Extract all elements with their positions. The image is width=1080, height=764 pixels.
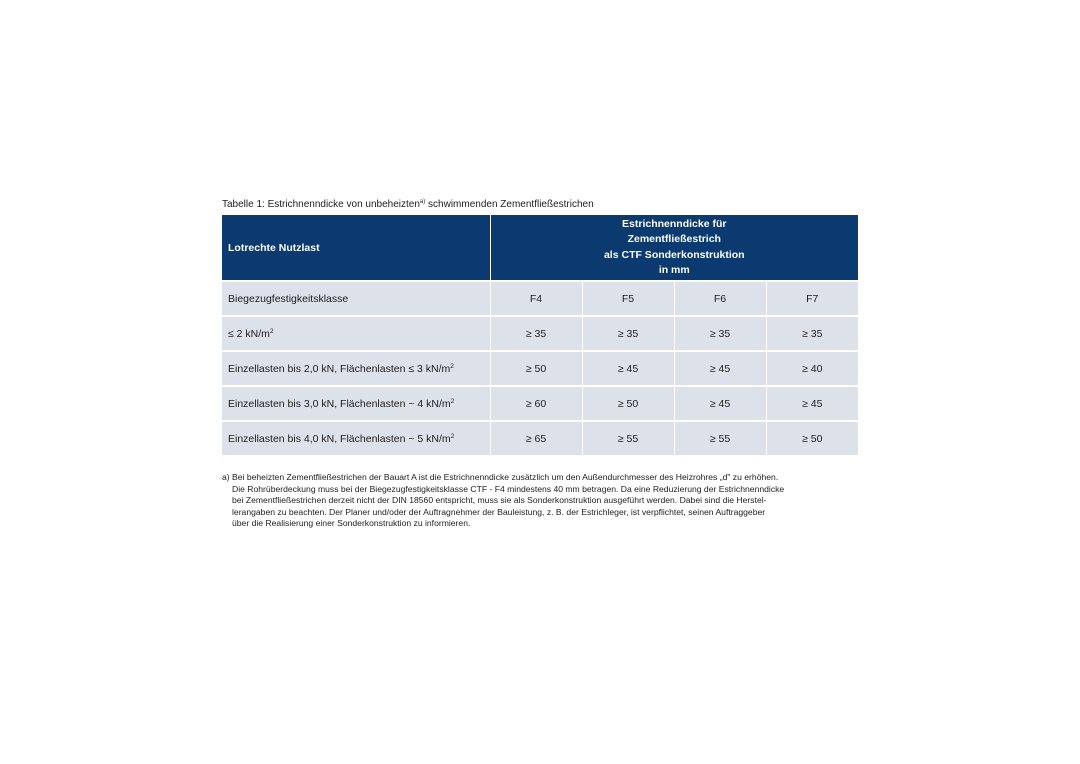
header-line: Zementfließestrich xyxy=(627,233,721,245)
table-row xyxy=(222,421,858,455)
table-cell: ≥ 35 xyxy=(582,316,674,351)
table-cell: ≥ 50 xyxy=(766,421,858,455)
header-line: Estrichnenndicke für xyxy=(622,217,727,230)
caption-text-end: schwimmenden Zementfließestrichen xyxy=(425,199,594,210)
footnote xyxy=(222,472,862,530)
header-thickness-column xyxy=(490,215,858,281)
table-cell: F5 xyxy=(582,281,674,316)
caption-footnote-marker: a) xyxy=(419,199,426,205)
caption-text: Tabelle 1: Estrichnenndicke von unbeheizten xyxy=(222,199,420,210)
footnote-line: Die Rohrüberdeckung muss bei der Biegezugfestigkeitsklasse CTF - F4 mindestens 40 mm betragen. Da eine Reduzierung der Estrichnenndicke xyxy=(232,483,785,494)
row-label: Einzellasten bis 2,0 kN, Flächenlasten ≤ 3 $kN/m^2$ xyxy=(222,351,490,386)
header-line: als CTF Sonderkonstruktion xyxy=(603,248,745,261)
table-caption xyxy=(222,199,594,210)
table-row xyxy=(222,281,858,316)
thickness-table xyxy=(222,215,858,455)
table-row xyxy=(222,316,858,351)
header-line: in mm xyxy=(658,264,690,276)
table-cell: ≥ 50 xyxy=(582,386,674,421)
table-cell: ≥ 35 xyxy=(490,316,582,351)
table-cell: ≥ 45 xyxy=(766,386,858,421)
footnote-line: über die Realisierung einer Sonderkonstruktion zu informieren. xyxy=(232,518,471,529)
row-label: Biegezugfestigkeitsklasse xyxy=(222,281,490,316)
footnote-line: bei Zementfließestrichen derzeit nicht der DIN 18560 entspricht, muss sie als Sonderkonstruktion ausgeführt werden. Dabei sind die Herstel- xyxy=(232,495,767,506)
row-label: ≤ 2 $kN/m^2$ xyxy=(222,316,490,351)
table-cell: ≥ 60 xyxy=(490,386,582,421)
table-cell: F7 xyxy=(766,281,858,316)
table-cell: ≥ 55 xyxy=(674,421,766,455)
table-cell: F6 xyxy=(674,281,766,316)
table-cell: ≥ 35 xyxy=(766,316,858,351)
table-cell: ≥ 65 xyxy=(490,421,582,455)
table-cell: ≥ 40 xyxy=(766,351,858,386)
row-label: Einzellasten bis 3,0 kN, Flächenlasten ~ 4 $kN/m^2$ xyxy=(222,386,490,421)
footnote-line: lerangaben zu beachten. Der Planer und/oder der Auftragnehmer der Bauleistung, z. B. der Estrichleger, ist verpflichtet, seinen Auftraggeber xyxy=(232,506,766,517)
table-cell: ≥ 55 xyxy=(582,421,674,455)
table-cell: ≥ 35 xyxy=(674,316,766,351)
table-cell: ≥ 50 xyxy=(490,351,582,386)
table-row xyxy=(222,386,858,421)
table-cell: ≥ 45 xyxy=(674,386,766,421)
footnote-line: a) Bei beheizten Zementfließestrichen der Bauart A ist die Estrichnenndicke zusätzlich um den Außendurchmesser des Heizrohres „d" zu erhöhen. xyxy=(222,472,779,482)
row-label: Einzellasten bis 4,0 kN, Flächenlasten ~ 5 $kN/m^2$ xyxy=(222,421,490,455)
table-header-row xyxy=(222,215,858,281)
table-cell: ≥ 45 xyxy=(674,351,766,386)
table-cell: F4 xyxy=(490,281,582,316)
table-cell: ≥ 45 xyxy=(582,351,674,386)
table-row xyxy=(222,351,858,386)
header-load-column: Lotrechte Nutzlast xyxy=(222,215,490,281)
